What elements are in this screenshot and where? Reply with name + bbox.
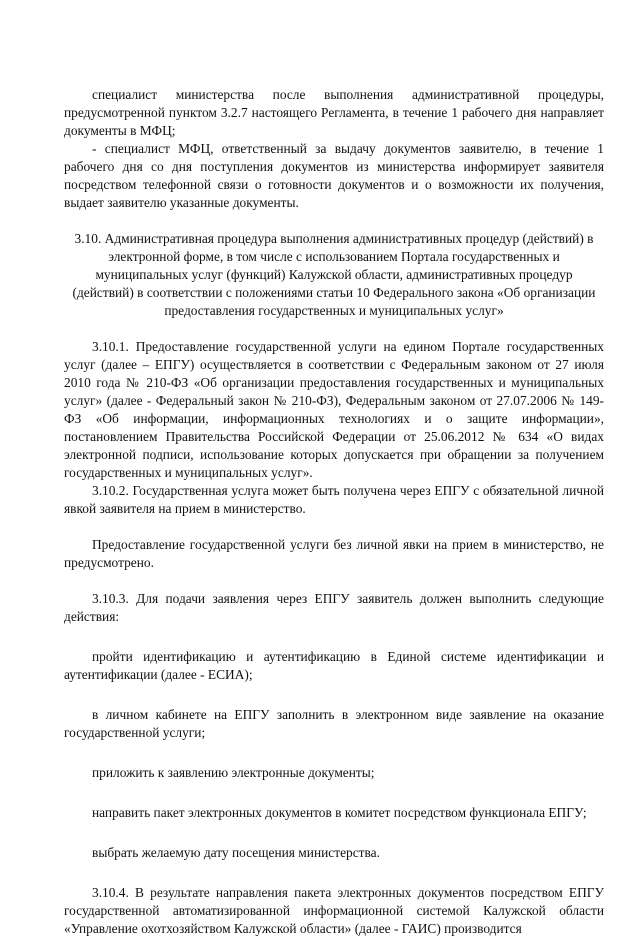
list-item-attach-documents: приложить к заявлению электронные документы;	[92, 765, 375, 780]
paragraph-mfc-delivery: - специалист МФЦ, ответственный за выдачу документов заявителю, в течение 1 рабочего дня со дня поступления документов из министерства информирует заявителя посредством телефонной связи о готовности документов и о возможности их получения, выдает заявителю указанные документы.	[64, 141, 604, 210]
list-item-send-package: направить пакет электронных документов в комитет посредством функционала ЕПГУ;	[92, 805, 587, 820]
list-item-identification: пройти идентификацию и аутентификацию в Единой системе идентификации и аутентификации (далее - ЕСИА);	[64, 649, 604, 682]
paragraph-3-10-4: 3.10.4. В результате направления пакета электронных документов посредством ЕПГУ государственной автоматизированной информационной системой Калужской области «Управление охотхозяйством Калужской области» (далее - ГАИС) производится	[64, 885, 604, 936]
paragraph-3-10-3: 3.10.3. Для подачи заявления через ЕПГУ заявитель должен выполнить следующие действия:	[64, 591, 604, 624]
list-item-choose-date: выбрать желаемую дату посещения министерства.	[92, 845, 380, 860]
section-heading-3-10: 3.10. Административная процедура выполнения административных процедур (действий) в электронной форме, в том числе с использованием Портала государственных и муниципальных услуг (функций) Калужской области, административных процедур (действий) в соответствии с положениями статьи 10 Федерального закона «Об организации предоставления государственных и муниципальных услуг»	[72, 231, 596, 318]
list-item-fill-application: в личном кабинете на ЕПГУ заполнить в электронном виде заявление на оказание государственной услуги;	[64, 707, 604, 740]
paragraph-3-10-1: 3.10.1. Предоставление государственной услуги на едином Портале государственных услуг (далее – ЕПГУ) осуществляется в соответствии с Федеральным законом от 27 июля 2010 года № 210-ФЗ «Об организации предоставления государственных и муниципальных услуг» (далее - Федеральный закон № 210-ФЗ), Федеральным законом от 27.07.2006 № 149-ФЗ «Об информации, информационных технологиях и о защите информации», постановлением Правительства Российской Федерации от 25.06.2012 № 634 «О видах электронной подписи, использование которых допускается при обращении за получением государственных и муниципальных услуг».	[64, 339, 604, 480]
paragraph-3-10-2: 3.10.2. Государственная услуга может быть получена через ЕПГУ с обязательной личной явкой заявителя на прием в министерство.	[64, 483, 604, 516]
paragraph-no-personal-visit: Предоставление государственной услуги без личной явки на прием в министерство, не предусмотрено.	[64, 537, 604, 570]
paragraph-mfc-transfer: специалист министерства после выполнения административной процедуры, предусмотренной пунктом 3.2.7 настоящего Регламента, в течение 1 рабочего дня направляет документы в МФЦ;	[64, 87, 604, 138]
